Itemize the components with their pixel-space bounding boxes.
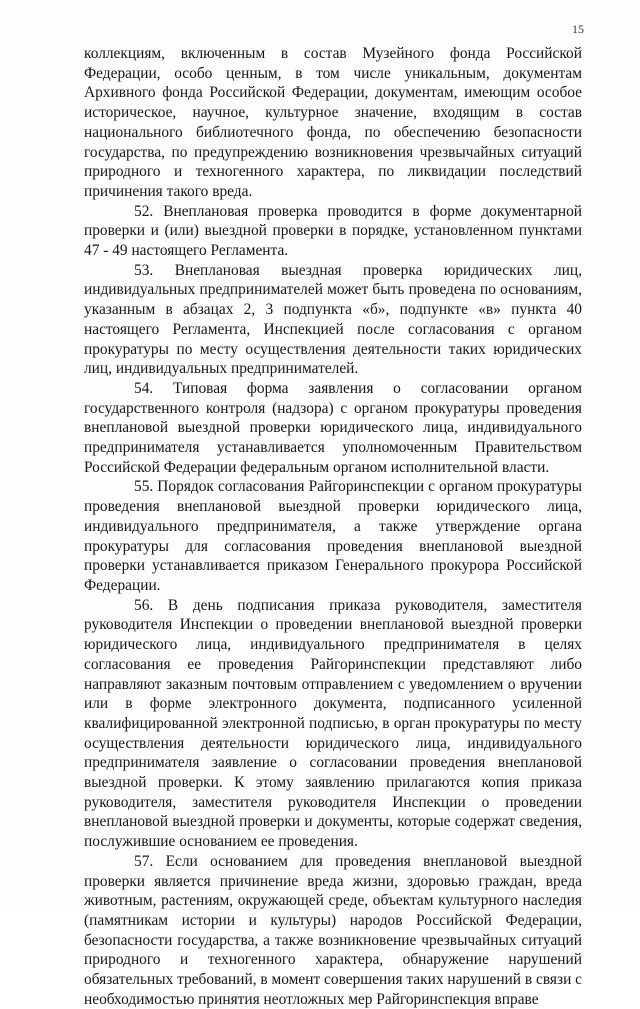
document-body — [84, 44, 582, 1009]
paragraph-52: 52. Внеплановая проверка проводится в форме документарной проверки и (или) выездной проверки в порядке, установленном пунктами 47 - 49 настоящего Регламента. — [84, 202, 582, 260]
paragraph-53: 53. Внеплановая выездная проверка юридических лиц, индивидуальных предпринимателей может быть проведена по основаниям, указанным в абзацах 2, 3 подпункта «б», подпункте «в» пункта 40 настоящего Регламента, Инспекцией после согласования с органом прокуратуры по месту осуществления деятельности таких юридических лиц, индивидуальных предпринимателей. — [84, 261, 582, 378]
paragraph-54: 54. Типовая форма заявления о согласовании органом государственного контроля (надзора) с органом прокуратуры проведения внеплановой выездной проверки юридического лица, индивидуального предпринимателя устанавливается уполномоченным Правительством Российской Федерации федеральным органом исполнительной власти. — [84, 379, 582, 476]
paragraph-57: 57. Если основанием для проведения внеплановой выездной проверки является причинение вреда жизни, здоровью граждан, вреда животным, растениям, окружающей среде, объектам культурного наследия (памятникам истории и культуры) народов Российской Федерации, безопасности государства, а также возникновение чрезвычайных ситуаций природного и техногенного характера, обнаружение нарушений обязательных требований, в момент совершения таких нарушений в связи с необходимостью принятия неотложных мер Райгоринспекция вправе — [84, 852, 582, 1008]
paragraph-55: 55. Порядок согласования Райгоринспекции с органом прокуратуры проведения внеплановой выездной проверки юридического лица, индивидуального предпринимателя, а также утверждение органа прокуратуры для согласования проведения внеплановой выездной проверки устанавливается приказом Генерального прокурора Российской Федерации. — [84, 478, 582, 594]
paragraph-56: 56. В день подписания приказа руководителя, заместителя руководителя Инспекции о проведении внеплановой выездной проверки юридического лица, индивидуального предпринимателя в целях согласования ее проведения Райгоринспекции представляют либо направляют заказным почтовым отправлением с уведомлением о вручении или в форме электронного документа, подписанного усиленной квалифицированной электронной подписью, в орган прокуратуры по месту осуществления деятельности юридического лица, индивидуального предпринимателя заявление о согласовании проведения внеплановой выездной проверки. К этому заявлению прилагаются копия приказа руководителя, заместителя руководителя Инспекции о проведении внеплановой выездной проверки и документы, которые содержат сведения, послужившие основанием ее проведения. — [84, 596, 582, 851]
page-number: 15 — [572, 22, 584, 36]
paragraph-continuation: коллекциям, включенным в состав Музейного фонда Российской Федерации, особо ценным, в том числе уникальным, документам Архивного фонда Российской Федерации, документам, имеющим особое историческое, научное, культурное значение, входящим в состав национального библиотечного фонда, по обеспечению безопасности государства, по предупреждению возникновения чрезвычайных ситуаций природного и техногенного характера, по ликвидации последствий причинения такого вреда. — [84, 45, 582, 200]
